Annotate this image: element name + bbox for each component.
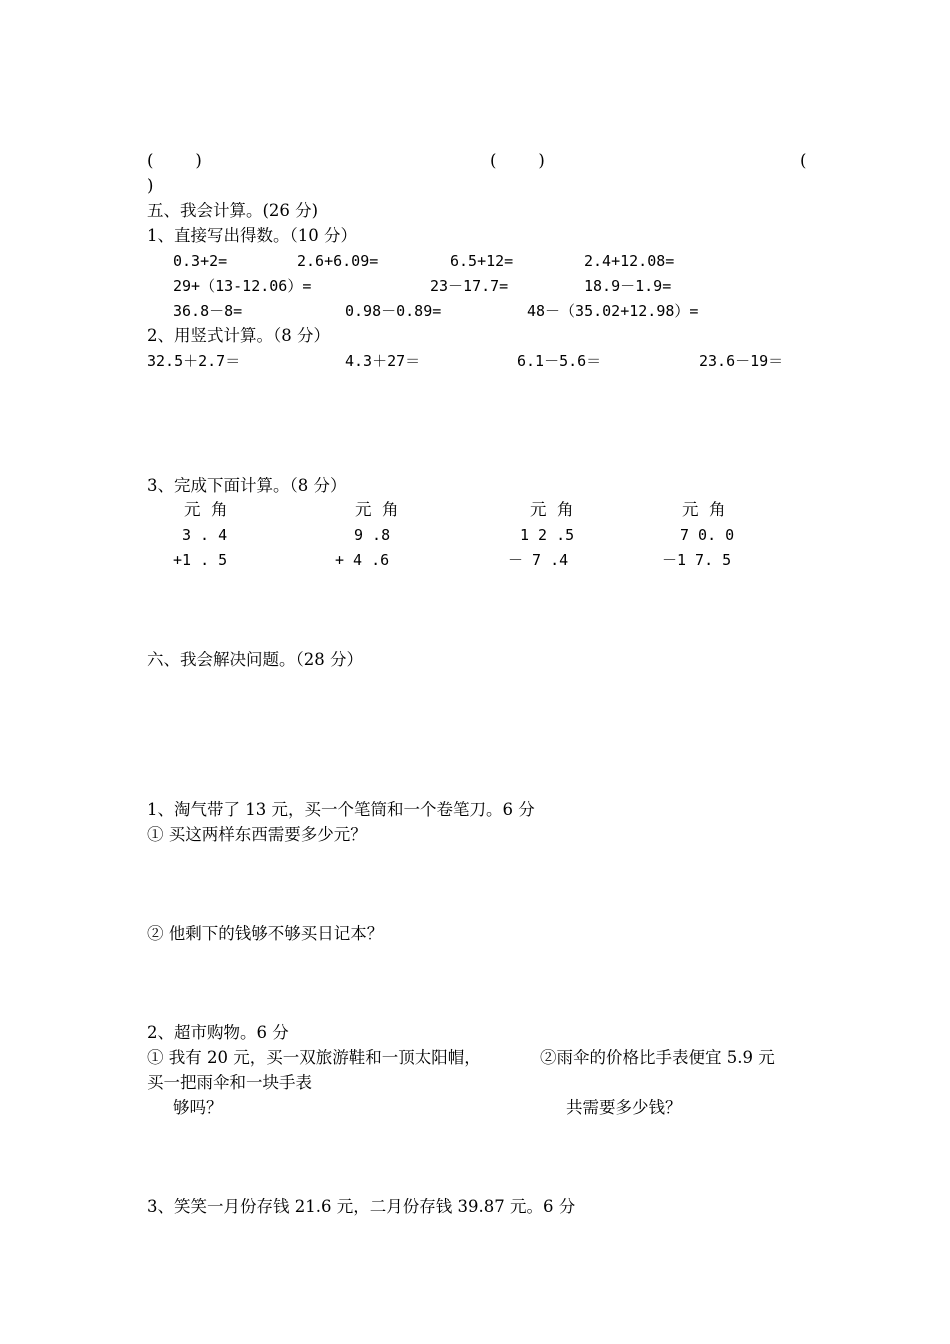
answer-paren-2: ( ) [490,151,545,170]
q2-item-2: 4.3＋27＝ [345,352,421,370]
q1-r3-item-3: 48－（35.02+12.98）= [527,302,699,320]
p1-question-b: ② 他剩下的钱够不够买日记本？ [147,924,384,943]
section-5-title: 五、我会计算。(26 分) [147,201,319,220]
p2-line1-right: ②雨伞的价格比手表便宜 5.9 元 [540,1048,775,1067]
q1-r2-item-3: 18.9－1.9= [584,277,672,295]
q3-col-4-first: 7 0. 0 [680,526,735,544]
q3-col-1-second: +1 . 5 [173,551,228,569]
q1-title: 1、直接写出得数。（10 分） [147,226,357,245]
section-6-title: 六、我会解决问题。（28 分） [147,650,363,669]
answer-paren-3-close: ) [147,176,154,195]
p3-title: 3、笑笑一月份存钱 21.6 元，二月份存钱 39.87 元。6 分 [147,1197,576,1216]
q1-r3-item-2: 0.98－0.89= [345,302,442,320]
q3-col-2-second: + 4 .6 [335,551,390,569]
q1-r1-item-2: 2.6+6.09= [297,252,379,270]
q3-col-1-first: 3 . 4 [182,526,228,544]
q3-col-2-header: 元 角 [355,500,399,519]
q3-col-4-second: －1 7. 5 [662,551,732,569]
q2-item-1: 32.5＋2.7＝ [147,352,241,370]
q1-r2-item-1: 29+（13-12.06）= [173,277,312,295]
q3-col-3-header: 元 角 [530,500,574,519]
answer-paren-3-open: ( [800,151,807,170]
q1-r1-item-1: 0.3+2= [173,252,228,270]
q2-title: 2、用竖式计算。（8 分） [147,326,330,345]
q3-col-1-header: 元 角 [184,500,228,519]
q2-item-3: 6.1－5.6＝ [517,352,602,370]
q1-r1-item-4: 2.4+12.08= [584,252,675,270]
p2-line3-left: 够吗？ [173,1098,223,1117]
p2-line1-left: ① 我有 20 元，买一双旅游鞋和一顶太阳帽， [147,1048,481,1067]
p2-line3-right: 共需要多少钱？ [566,1098,682,1117]
q3-col-2-first: 9 .8 [354,526,391,544]
q1-r1-item-3: 6.5+12= [450,252,514,270]
q3-col-3-first: 1 2 .5 [520,526,575,544]
p2-line2: 买一把雨伞和一块手表 [147,1073,312,1092]
p2-title: 2、超市购物。6 分 [147,1023,289,1042]
q3-col-3-second: － 7 .4 [508,551,569,569]
q3-title: 3、完成下面计算。（8 分） [147,476,347,495]
p1-question-a: ① 买这两样东西需要多少元？ [147,825,367,844]
q3-col-4-header: 元 角 [682,500,726,519]
p1-title: 1、淘气带了 13 元，买一个笔筒和一个卷笔刀。6 分 [147,800,535,819]
answer-paren-1: ( ) [147,151,202,170]
q2-item-4: 23.6－19＝ [699,352,784,370]
q1-r2-item-2: 23－17.7= [430,277,509,295]
q1-r3-item-1: 36.8－8= [173,302,243,320]
